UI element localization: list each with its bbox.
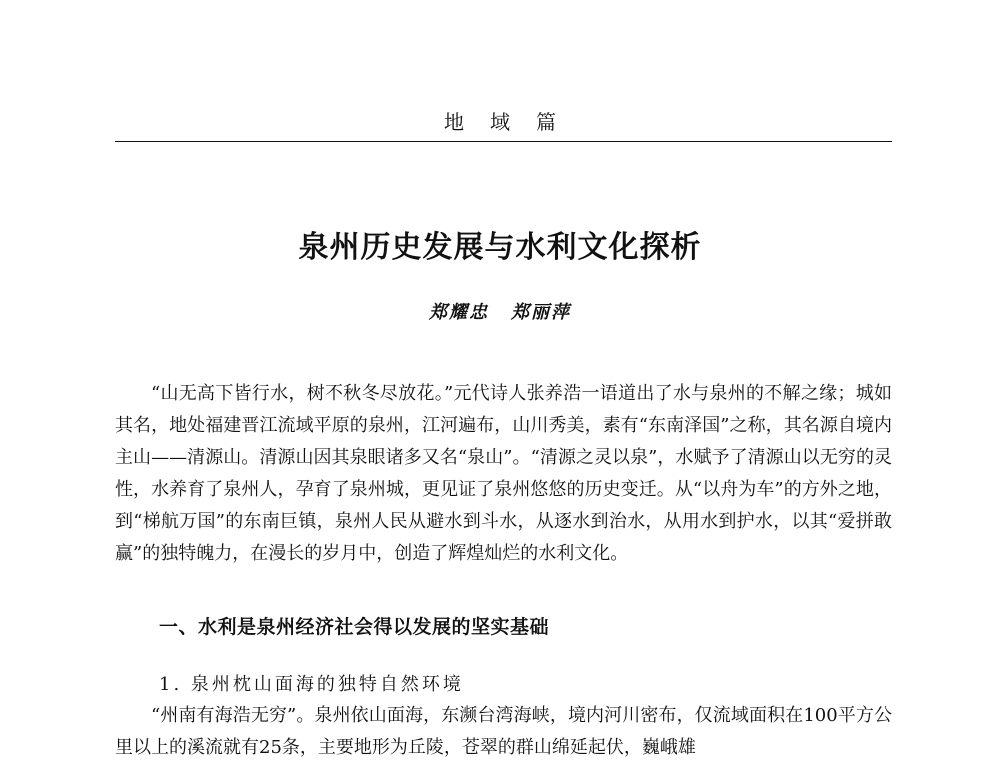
intro-paragraph: “山无高下皆行水，树不秋冬尽放花。”元代诗人张养浩一语道出了水与泉州的不解之缘；城如其名，地处福建晋江流域平原的泉州，江河遍布，山川秀美，素有“东南泽国”之称，其名源自境内主山——清源山。清源山因其泉眼诸多又名“泉山”。“清源之灵以泉”，水赋予了清源山以无穷的灵性，水养育了泉州人，孕育了泉州城，更见证了泉州悠悠的历史变迁。从“以舟为车”的方外之地，到“梯航万国”的东南巨镇，泉州人民从避水到斗水，从逐水到治水，从用水到护水，以其“爱拼敢赢”的独特魄力，在漫长的岁月中，创造了辉煌灿烂的水利文化。	[115, 383, 892, 564]
section-heading: 一、水利是泉州经济社会得以发展的坚实基础	[159, 616, 550, 638]
running-header: 地域篇	[444, 110, 582, 134]
subsection-heading: 1. 泉州枕山面海的独特自然环境	[159, 674, 464, 695]
author-name: 郑耀忠	[429, 302, 489, 323]
author-name: 郑丽萍	[511, 302, 571, 323]
author-line	[0, 298, 1000, 324]
body-paragraph: “州南有海浩无穷”。泉州依山面海，东濒台湾海峡，境内河川密布，仅流域面积在100平方公里以上的溪流就有25条，主要地形为丘陵，苍翠的群山绵延起伏，巍峨雄	[115, 705, 892, 758]
article-title: 泉州历史发展与水利文化探析	[298, 230, 702, 265]
body-text	[115, 378, 892, 570]
header-rule	[115, 141, 892, 142]
